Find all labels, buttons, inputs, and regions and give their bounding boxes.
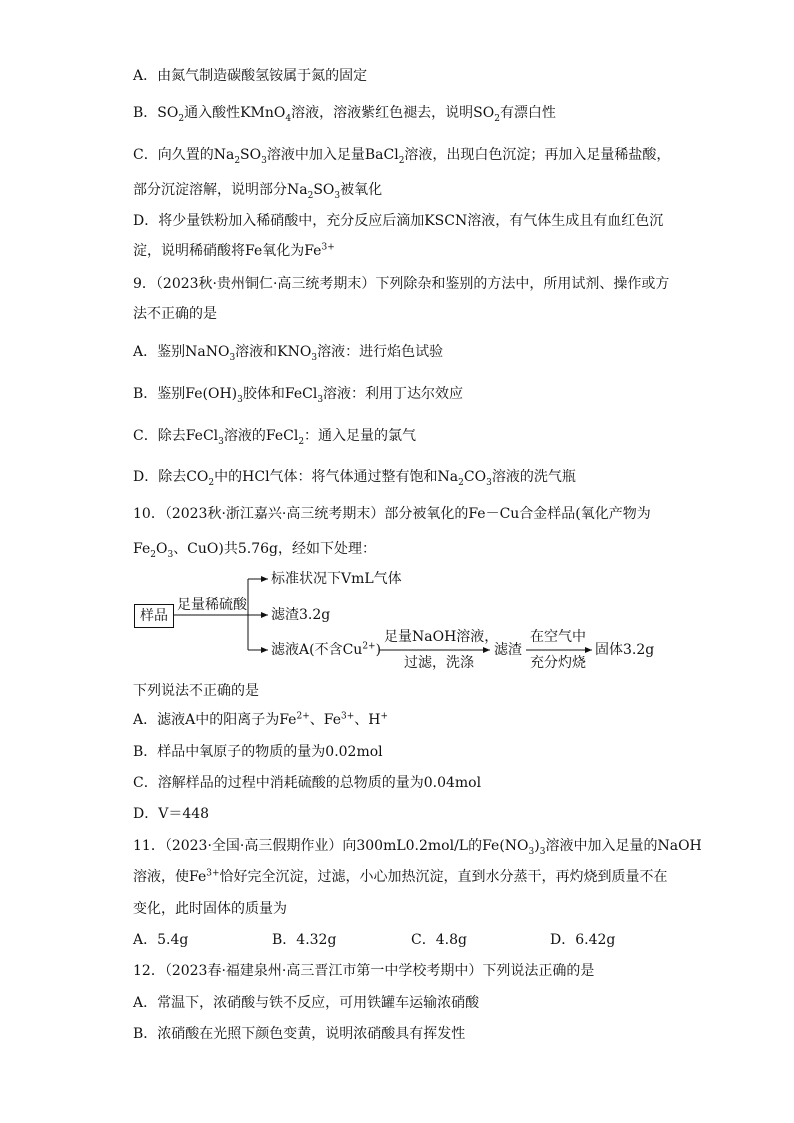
q9-option-d: D．除去$CO_2$中的HCl气体：将气体通过整有饱和$Na_2CO_3$溶液的洗气瓶 — [133, 469, 576, 488]
q8-option-d-line1: D．将少量铁粉加入稀硝酸中，充分反应后滴加KSCN溶液，有气体生成且有血红色沉 — [133, 213, 664, 229]
naoh-step-top-label: 足量NaOH溶液， — [384, 629, 499, 645]
q10-option-a: A．滤液A中的阳离子为$Fe^{2+}$、$Fe^{3+}$、H+ — [133, 711, 389, 728]
acid-label: 足量稀硫酸 — [177, 597, 247, 613]
q8-option-c-line2: 部分沉淀溶解，说明部分$Na_2SO_3$被氧化 — [133, 182, 383, 201]
q8-option-b: B．$SO_2$通入酸性KMnO$_4$溶液，溶液紫红色褪去，说明$SO_2$有漂白性 — [133, 105, 556, 124]
naoh-step-bottom-label: 过滤，洗涤 — [404, 655, 474, 671]
residue-label: 滤渣3.2g — [271, 607, 331, 623]
solid-label: 固体3.2g — [595, 642, 655, 658]
q10-option-c: C．溶解样品的过程中消耗硫酸的总物质的量为0.04mol — [133, 775, 482, 791]
gas-label: 标准状况下VmL气体 — [271, 571, 402, 587]
q9-option-b: B．鉴别$Fe(OH)_3$胶体和FeCl$_3$溶液：利用丁达尔效应 — [133, 386, 464, 405]
q8-option-c-line1: C．向久置的$Na_2SO_3$溶液中加入足量BaCl$_2$溶液，出现白色沉淀；再加入足量稀盐酸， — [133, 147, 671, 166]
q9-option-a: A．鉴别NaNO$_3$溶液和$KNO_3$溶液：进行焰色试验 — [133, 344, 444, 363]
q11-option-a: A．5.4g — [133, 932, 189, 948]
q11-option-c: C．4.8g — [411, 932, 467, 948]
q8-option-d-line2: 淀，说明稀硝酸将Fe氧化为$Fe^{3+}$ — [133, 242, 335, 259]
q10-ask: 下列说法不正确的是 — [133, 683, 259, 699]
calcine-step-top-label: 在空气中 — [530, 629, 586, 645]
q11-stem-line1: 11．（2023·全国·高三假期作业）向300mL0.2mol/L的$Fe(NO_3)_3$溶液中加入足量的NaOH — [133, 838, 702, 857]
q10-stem-line2: $Fe_2O_3$、CuO)共5.76g，经如下处理： — [133, 541, 376, 560]
q10-stem-line1: 10．（2023秋·浙江嘉兴·高三统考期末）部分被氧化的Fe－Cu合金样品(氧化产物为 — [133, 506, 651, 522]
q11-option-d: D．6.42g — [550, 932, 616, 948]
q12-option-b: B．浓硝酸在光照下颜色变黄，说明浓硝酸具有挥发性 — [133, 1026, 466, 1042]
q12-option-a: A．常温下，浓硝酸与铁不反应，可用铁罐车运输浓硝酸 — [133, 995, 480, 1011]
q11-option-b: B．4.32g — [272, 932, 337, 948]
second-residue-label: 滤渣 — [494, 642, 522, 658]
filtrate-label: 滤液A(不含$Cu^{2+}$) — [271, 641, 382, 658]
q12-stem: 12．（2023春·福建泉州·高三晋江市第一中学校考期中）下列说法正确的是 — [133, 963, 595, 979]
q9-stem-line1: 9．（2023秋·贵州铜仁·高三统考期末）下列除杂和鉴别的方法中，所用试剂、操作或方 — [133, 276, 670, 292]
q11-stem-line3: 变化，此时固体的质量为 — [133, 901, 287, 917]
q10-option-d: D．V＝448 — [133, 806, 210, 822]
q10-option-b: B．样品中氧原子的物质的量为0.02mol — [133, 744, 383, 760]
q9-option-c: C．除去FeCl$_3$溶液的FeCl$_2$：通入足量的氯气 — [133, 428, 417, 447]
sample-box: 样品 — [134, 604, 174, 628]
q11-stem-line2: 溶液，使$Fe^{3+}$恰好完全沉淀，过滤，小心加热沉淀，直到水分蒸干，再灼烧到质量不在 — [133, 868, 668, 885]
q8-option-a: A．由氮气制造碳酸氢铵属于氮的固定 — [133, 68, 368, 84]
q9-stem-line2: 法不正确的是 — [133, 306, 217, 322]
calcine-step-bottom-label: 充分灼烧 — [530, 655, 586, 671]
